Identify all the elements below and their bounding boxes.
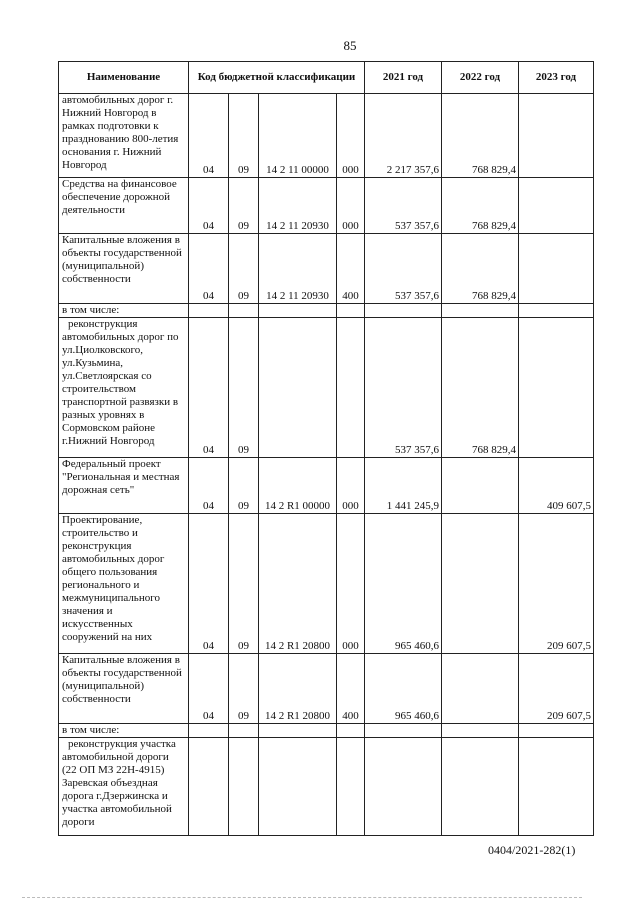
cell-y2023 [519,94,594,178]
table-row [59,458,594,514]
cell-pr [229,738,259,836]
cell-y2023: 209 607,5 [519,514,594,654]
cell-rz [189,304,229,318]
cell-csr [259,318,337,458]
table-row [59,724,594,738]
cell-pr [229,724,259,738]
cell-vr: 000 [337,458,365,514]
cell-y2022 [442,304,519,318]
cell-y2023 [519,724,594,738]
cell-y2022 [442,514,519,654]
table-row [59,94,594,178]
cell-vr [337,304,365,318]
cell-y2021: 537 357,6 [365,178,442,234]
cell-y2021: 965 460,6 [365,654,442,724]
cell-name: реконструкция участка автомобильной дороги (22 ОП МЗ 22Н-4915) Заревская объездная дорога г.Дзержинска и участка автомобильной дороги [59,738,189,836]
cell-rz [189,738,229,836]
cell-y2021: 537 357,6 [365,318,442,458]
header-2023: 2023 год [519,62,594,94]
cell-pr: 09 [229,178,259,234]
cell-rz: 04 [189,514,229,654]
cell-vr [337,738,365,836]
header-code: Код бюджетной классификации [189,62,365,94]
cell-y2022 [442,738,519,836]
cell-y2022: 768 829,4 [442,234,519,304]
table-row [59,304,594,318]
cell-rz: 04 [189,318,229,458]
header-2021: 2021 год [365,62,442,94]
table-row [59,318,594,458]
cell-name: в том числе: [59,724,189,738]
cell-pr: 09 [229,94,259,178]
cell-rz: 04 [189,458,229,514]
cell-pr: 09 [229,458,259,514]
cell-vr: 400 [337,654,365,724]
cell-name: Федеральный проект "Региональная и местная дорожная сеть" [59,458,189,514]
cell-y2021: 1 441 245,9 [365,458,442,514]
cell-y2023 [519,178,594,234]
cell-vr: 000 [337,178,365,234]
cell-csr: 14 2 11 20930 [259,178,337,234]
header-2022: 2022 год [442,62,519,94]
table-row [59,654,594,724]
cell-pr [229,304,259,318]
cell-y2021: 2 217 357,6 [365,94,442,178]
cell-y2023: 209 607,5 [519,654,594,724]
cell-name: в том числе: [59,304,189,318]
cell-vr [337,318,365,458]
table-row [59,514,594,654]
cell-y2022 [442,458,519,514]
cell-y2022 [442,654,519,724]
table-row [59,234,594,304]
header-name: Наименование [59,62,189,94]
page-number: 85 [343,38,357,53]
cell-csr [259,738,337,836]
cell-rz: 04 [189,178,229,234]
cell-rz: 04 [189,654,229,724]
cell-pr: 09 [229,318,259,458]
cell-rz: 04 [189,94,229,178]
cell-csr: 14 2 11 20930 [259,234,337,304]
cell-pr: 09 [229,514,259,654]
cell-csr: 14 2 11 00000 [259,94,337,178]
cell-vr: 000 [337,94,365,178]
cell-y2021: 537 357,6 [365,234,442,304]
document-code: 0404/2021-282(1) [488,843,576,857]
cell-name: Проектирование, строительство и реконструкция автомобильных дорог общего пользования регионального и межмуниципального значения и искусственных сооружений на них [59,514,189,654]
cell-rz [189,724,229,738]
cell-pr: 09 [229,234,259,304]
cell-y2023 [519,234,594,304]
cell-name: реконструкция автомобильных дорог по ул.Циолковского, ул.Кузьмина, ул.Светлоярская со строительством транспортной развязки в разных уровнях в Сормовском районе г.Нижний Новгород [59,318,189,458]
cell-vr [337,724,365,738]
cell-y2022: 768 829,4 [442,178,519,234]
table-row [59,738,594,836]
cell-rz: 04 [189,234,229,304]
cell-vr: 400 [337,234,365,304]
page-edge-line [22,897,582,898]
cell-y2022: 768 829,4 [442,94,519,178]
cell-vr: 000 [337,514,365,654]
cell-y2022 [442,724,519,738]
cell-name: Капитальные вложения в объекты государственной (муниципальной) собственности [59,234,189,304]
cell-name: автомобильных дорог г. Нижний Новгород в рамках подготовки к празднованию 800-летия основания г. Нижний Новгород [59,94,189,178]
cell-y2021 [365,724,442,738]
cell-name: Средства на финансовое обеспечение дорожной деятельности [59,178,189,234]
cell-pr: 09 [229,654,259,724]
cell-csr [259,724,337,738]
cell-y2023 [519,318,594,458]
cell-y2023 [519,304,594,318]
cell-csr [259,304,337,318]
table-row [59,178,594,234]
budget-table [58,61,594,836]
cell-y2021 [365,304,442,318]
cell-name: Капитальные вложения в объекты государственной (муниципальной) собственности [59,654,189,724]
cell-csr: 14 2 R1 00000 [259,458,337,514]
cell-y2022: 768 829,4 [442,318,519,458]
cell-csr: 14 2 R1 20800 [259,514,337,654]
table-header-row [59,62,594,94]
cell-y2023 [519,738,594,836]
cell-csr: 14 2 R1 20800 [259,654,337,724]
cell-y2021 [365,738,442,836]
cell-y2023: 409 607,5 [519,458,594,514]
cell-y2021: 965 460,6 [365,514,442,654]
